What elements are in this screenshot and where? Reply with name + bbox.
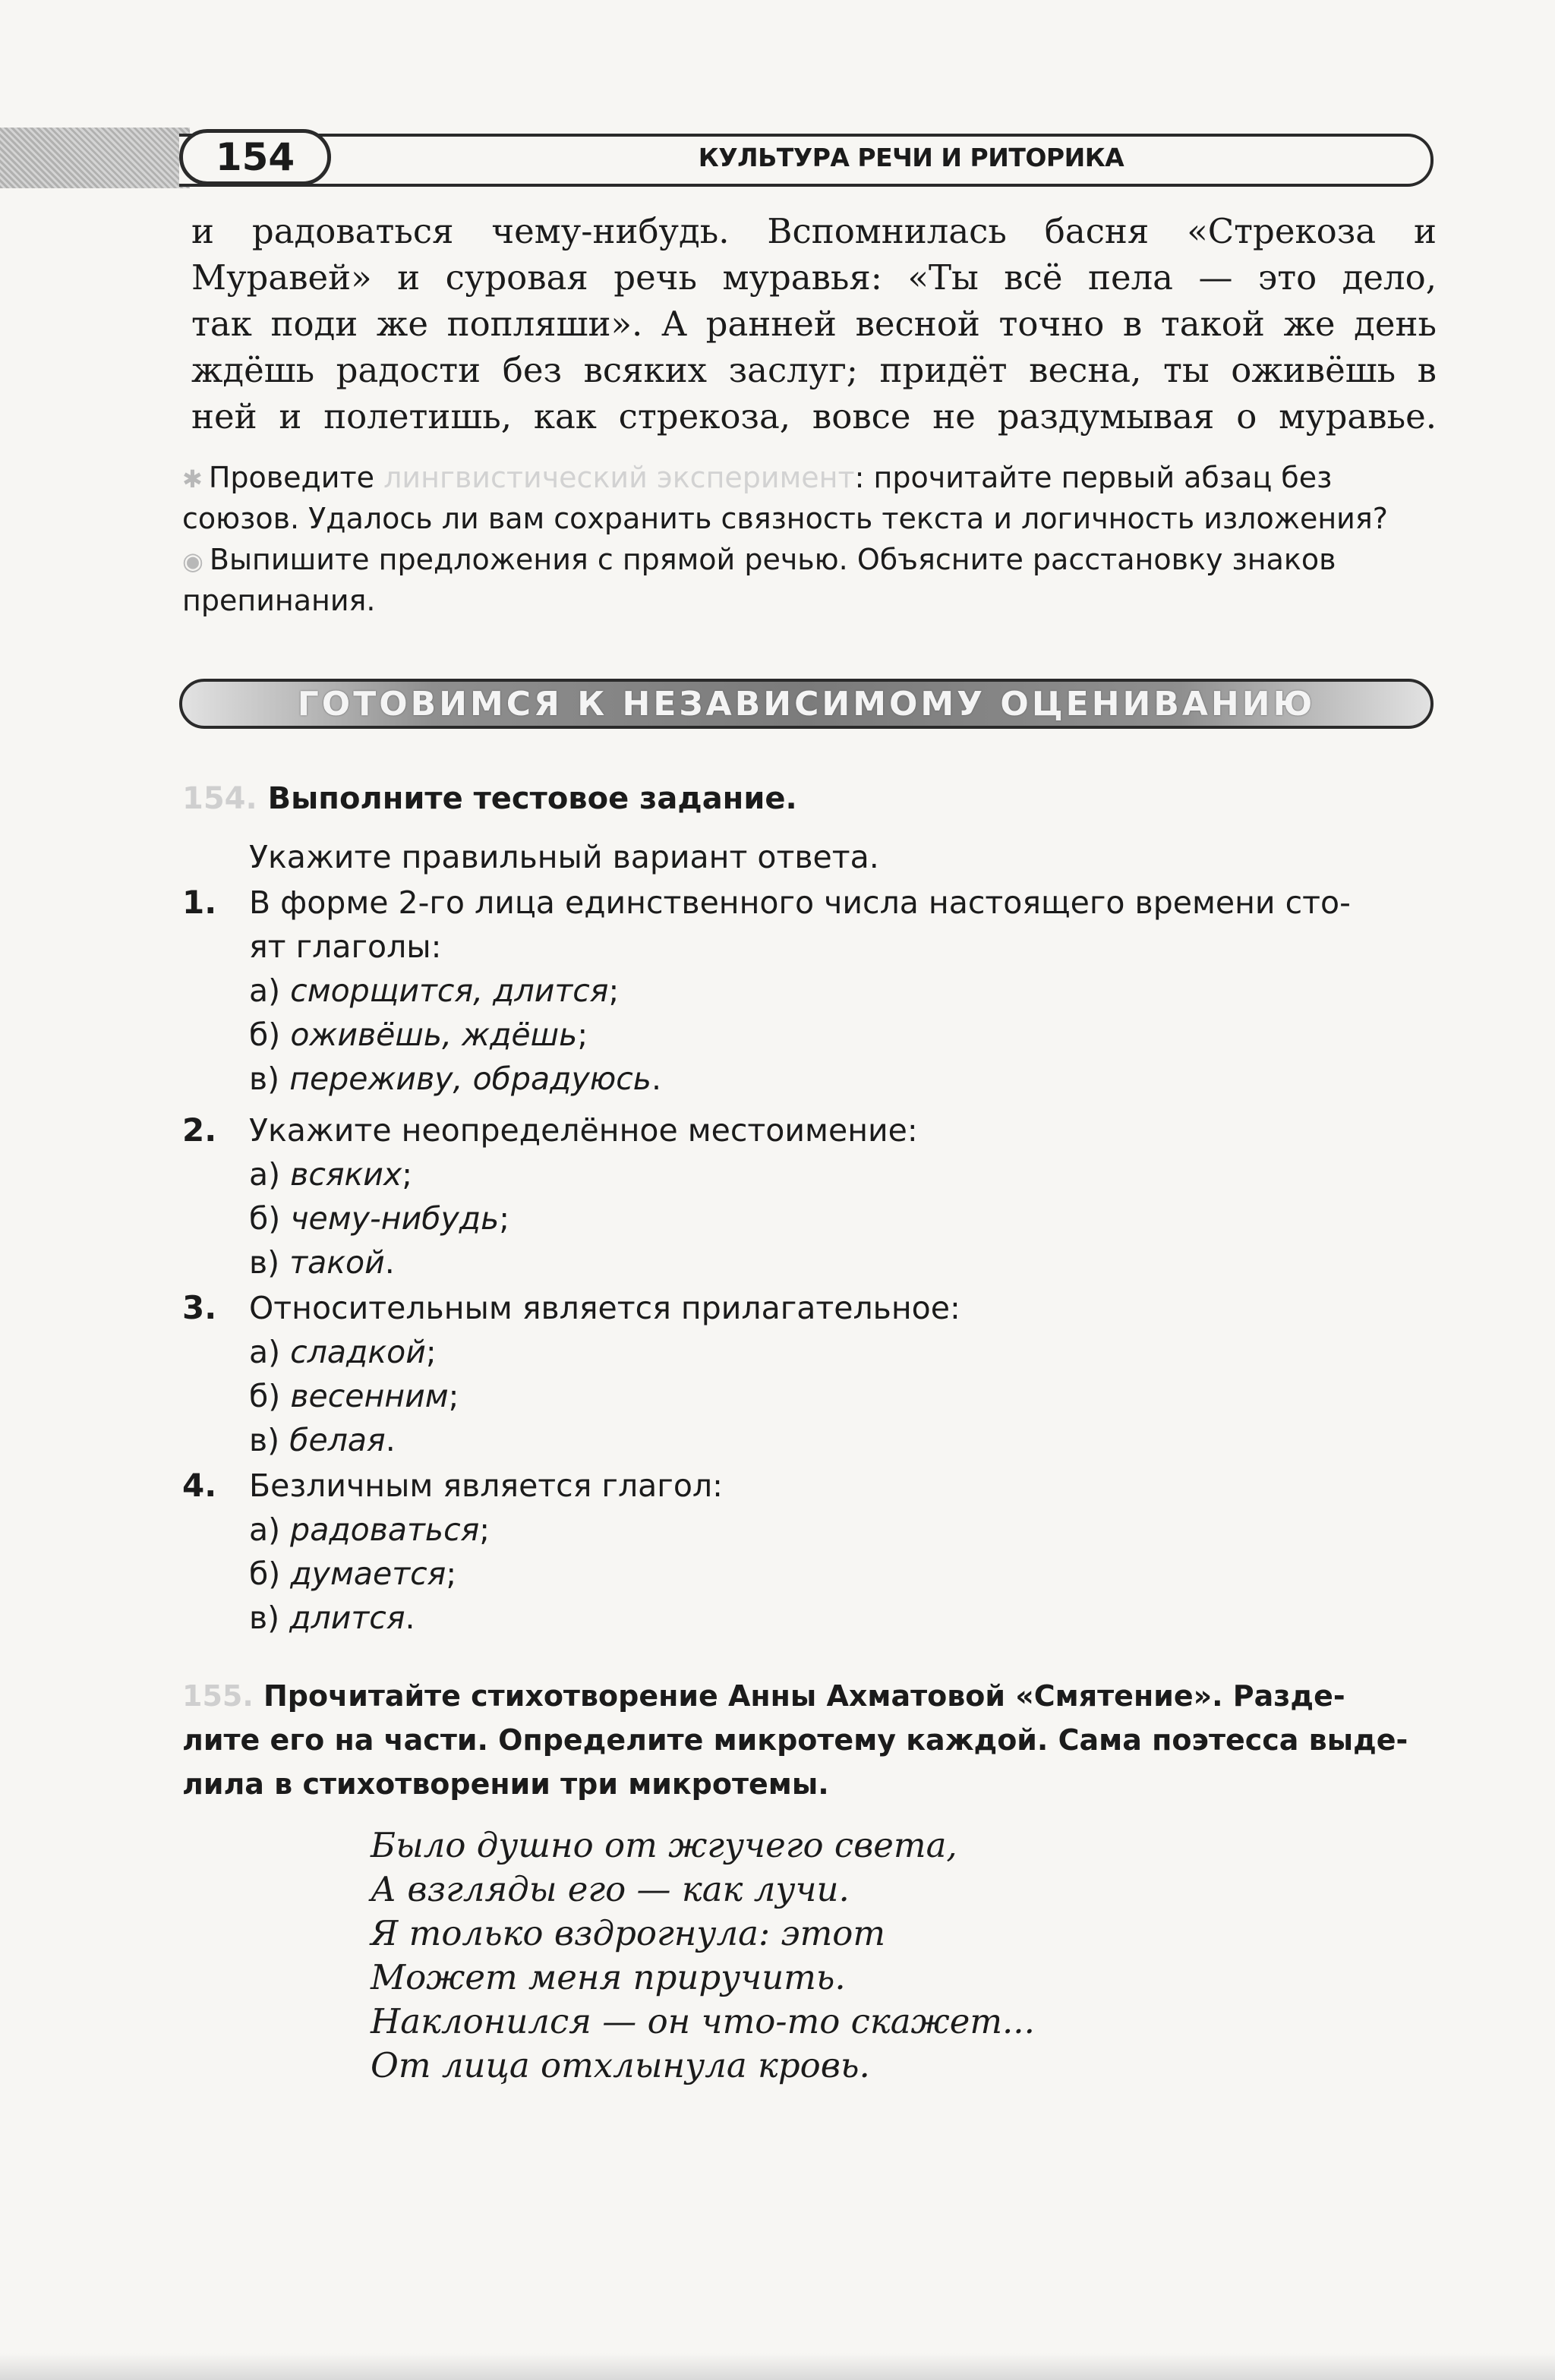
- option-letter: б): [249, 1378, 281, 1414]
- option-letter: в): [249, 1600, 280, 1636]
- option-letter: в): [249, 1244, 280, 1281]
- option-letter: б): [249, 1556, 281, 1592]
- exercise-155-text: лите его на части. Определите микротему каждой. Сама поэтесса выде-: [182, 1723, 1408, 1757]
- option-text: сладкой: [290, 1334, 426, 1370]
- poem-line: А взгляды его — как лучи.: [371, 1869, 850, 1909]
- question-number: 3.: [182, 1289, 217, 1326]
- option-text: такой: [289, 1244, 385, 1281]
- option-letter: в): [249, 1422, 280, 1458]
- scan-edge-shadow: [0, 2353, 1555, 2380]
- question-text: Безличным является глагол:: [249, 1467, 723, 1504]
- task-experiment-line2: союзов. Удалось ли вам сохранить связность текста и логичность изложения?: [182, 502, 1388, 535]
- task-bullet-icon: ◉: [182, 547, 203, 575]
- question-text: В форме 2-го лица единственного числа настоящего времени сто-: [249, 884, 1351, 921]
- option-text: думается: [290, 1556, 446, 1592]
- option-punct: ;: [479, 1512, 490, 1548]
- option-text: весенним: [290, 1378, 449, 1414]
- poem-line: Было душно от жгучего света,: [371, 1825, 957, 1865]
- answer-option: [249, 1552, 456, 1596]
- question-number: 2.: [182, 1111, 217, 1149]
- task-faded-term: лингвистический эксперимент: [383, 461, 855, 494]
- option-punct: ;: [446, 1556, 457, 1592]
- intro-line: так поди же попляши». А ранней весной точно в такой же день: [191, 304, 1437, 344]
- option-punct: ;: [499, 1200, 510, 1237]
- answer-option: [249, 1374, 459, 1418]
- intro-line: Муравей» и суровая речь муравья: «Ты всё пела — это дело,: [191, 257, 1437, 298]
- option-text: длится: [289, 1600, 405, 1636]
- option-letter: а): [249, 1512, 281, 1548]
- question-text: Укажите неопределённое местоимение:: [249, 1112, 918, 1149]
- answer-option: [249, 969, 619, 1013]
- exercise-155-text: лила в стихотворении три микротемы.: [182, 1767, 829, 1801]
- option-punct: ;: [577, 1017, 588, 1053]
- section-banner-title: ГОТОВИМСЯ К НЕЗАВИСИМОМУ ОЦЕНИВАНИЮ: [297, 685, 1316, 723]
- intro-line: ждёшь радости без всяких заслуг; придёт весна, ты оживёшь в: [191, 350, 1437, 390]
- answer-option: [249, 1596, 415, 1640]
- exercise-number: 154.: [182, 781, 257, 816]
- option-punct: ;: [608, 972, 620, 1009]
- question-text: Относительным является прилагательное:: [249, 1290, 960, 1326]
- option-punct: ;: [425, 1334, 437, 1370]
- intro-paragraph: [191, 208, 1437, 440]
- option-text: переживу, обрадуюсь: [289, 1061, 651, 1097]
- option-punct: .: [651, 1061, 661, 1097]
- answer-option: [249, 1013, 588, 1057]
- option-punct: .: [385, 1422, 396, 1458]
- option-punct: ;: [448, 1378, 459, 1414]
- intro-line: и радоваться чему-нибудь. Вспомнилась басня «Стрекоза и: [191, 211, 1437, 251]
- option-punct: ;: [402, 1156, 413, 1193]
- header-texture: [0, 128, 190, 188]
- option-text: всяких: [290, 1156, 402, 1193]
- page-number: 154: [179, 129, 331, 185]
- option-text: сморщится, длится: [290, 972, 609, 1009]
- option-text: радоваться: [290, 1512, 480, 1548]
- answer-option: [249, 1508, 490, 1552]
- task-experiment: [182, 457, 1443, 500]
- task-text: : прочитайте первый абзац без: [854, 461, 1333, 494]
- answer-option: [249, 1240, 395, 1285]
- answer-option: [249, 1418, 396, 1462]
- option-punct: .: [405, 1600, 415, 1636]
- option-letter: а): [249, 972, 281, 1009]
- exercise-155-heading: [182, 1675, 1443, 1717]
- intro-line: ней и полетишь, как стрекоза, вовсе не раздумывая о муравье.: [191, 396, 1437, 437]
- option-text: чему-нибудь: [290, 1200, 500, 1237]
- poem-line: Я только вздрогнула: этот: [371, 1913, 886, 1953]
- option-letter: б): [249, 1017, 281, 1053]
- exercise-154-heading: [182, 777, 1443, 820]
- exercise-number: 155.: [182, 1679, 254, 1713]
- exercise-instruction: Укажите правильный вариант ответа.: [249, 839, 879, 875]
- exercise-title: Выполните тестовое задание.: [267, 781, 797, 816]
- answer-option: [249, 1152, 412, 1196]
- option-letter: б): [249, 1200, 281, 1237]
- task-direct-speech: [182, 539, 1443, 582]
- running-title: КУЛЬТУРА РЕЧИ И РИТОРИКА: [698, 143, 1124, 172]
- answer-option: [249, 1330, 437, 1374]
- question-number: 4.: [182, 1467, 217, 1504]
- poem-line: Наклонился — он что-то скажет...: [371, 2001, 1035, 2041]
- exercise-text: Прочитайте стихотворение Анны Ахматовой «Смятение». Разде-: [263, 1679, 1345, 1713]
- option-letter: в): [249, 1061, 280, 1097]
- question-number: 1.: [182, 884, 217, 921]
- poem-line: Может меня приручить.: [371, 1957, 846, 1997]
- option-punct: .: [384, 1244, 395, 1281]
- option-letter: а): [249, 1334, 281, 1370]
- task-text: Проведите: [208, 461, 375, 494]
- task-direct-speech-line2: препинания.: [182, 584, 376, 617]
- question-text: ят глаголы:: [249, 928, 442, 965]
- option-letter: а): [249, 1156, 281, 1193]
- option-text: оживёшь, ждёшь: [290, 1017, 578, 1053]
- task-text: Выпишите предложения с прямой речью. Объясните расстановку знаков: [209, 543, 1336, 576]
- section-banner: [179, 679, 1434, 729]
- answer-option: [249, 1057, 661, 1101]
- task-bullet-icon: ✱: [182, 465, 203, 493]
- answer-option: [249, 1196, 509, 1240]
- poem-line: От лица отхлынула кровь.: [371, 2045, 870, 2085]
- option-text: белая: [289, 1422, 386, 1458]
